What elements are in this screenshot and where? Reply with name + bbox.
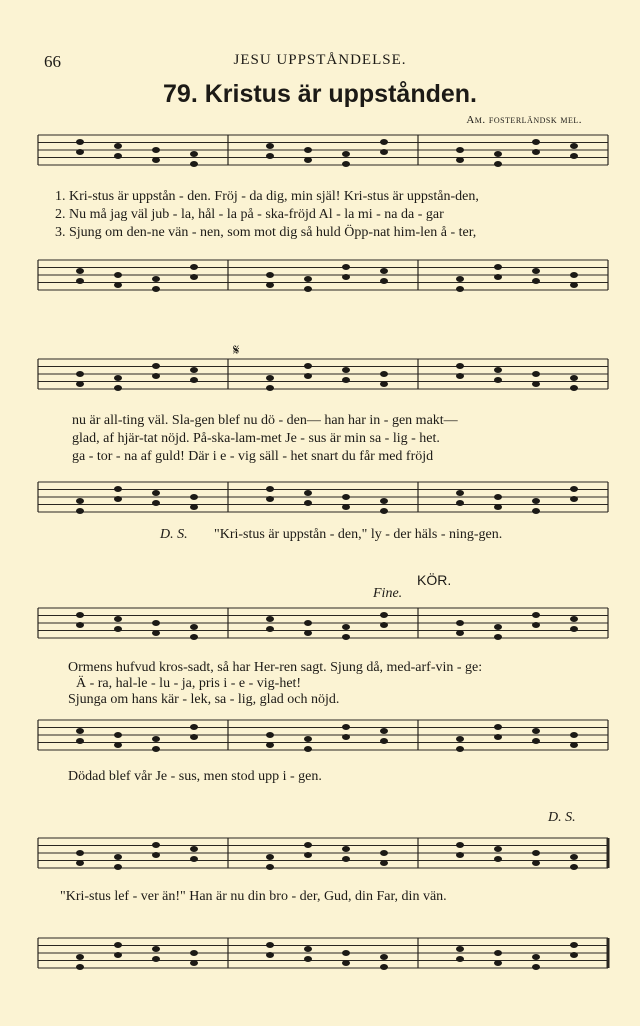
bass-lyric: Dödad blef vår Je - sus, men stod upp i - gen.	[68, 769, 322, 784]
note-head	[114, 952, 122, 958]
note-head	[380, 738, 388, 744]
note-head	[380, 278, 388, 284]
bass-staff	[38, 480, 608, 514]
note-head	[570, 942, 578, 948]
note-head	[76, 371, 84, 377]
tune-attribution: Am. fosterländsk mel.	[466, 114, 582, 126]
bass-staff	[38, 258, 608, 292]
note-head	[380, 612, 388, 618]
note-head	[152, 286, 160, 292]
note-head	[494, 724, 502, 730]
note-head	[76, 850, 84, 856]
note-head	[456, 842, 464, 848]
note-head	[114, 375, 122, 381]
note-head	[494, 377, 502, 383]
note-head	[266, 486, 274, 492]
running-header: JESU UPPSTÅNDELSE.	[233, 52, 407, 68]
chorus-label: KÖR.	[417, 572, 452, 588]
note-head	[456, 956, 464, 962]
note-head	[304, 276, 312, 282]
note-head	[114, 486, 122, 492]
note-head	[570, 272, 578, 278]
note-head	[304, 157, 312, 163]
note-head	[342, 846, 350, 852]
treble-staff	[38, 836, 608, 870]
note-head	[456, 157, 464, 163]
note-head	[456, 630, 464, 636]
note-head	[570, 496, 578, 502]
verse-line-3: ga - tor - na af guld! Där i e - vig säll - het snart du får med fröjd	[72, 449, 434, 464]
dal-segno-mark: D. S.	[548, 810, 576, 825]
note-head	[532, 738, 540, 744]
note-head	[76, 498, 84, 504]
note-head	[152, 620, 160, 626]
note-head	[456, 620, 464, 626]
staff-lines	[38, 936, 608, 970]
note-head	[494, 151, 502, 157]
note-head	[342, 624, 350, 630]
bass-lyric: "Kri-stus är uppstån - den," ly - der häls - ning-gen.	[214, 527, 503, 542]
note-head	[380, 371, 388, 377]
note-head	[570, 616, 578, 622]
note-head	[456, 286, 464, 292]
note-head	[114, 864, 122, 870]
verse-line-1: 1. Kri-stus är uppstån - den. Fröj - da dig, min själ! Kri-stus är uppstån-den,	[55, 189, 479, 204]
note-head	[342, 151, 350, 157]
note-head	[494, 494, 502, 500]
bass-staff	[38, 936, 608, 970]
note-head	[152, 276, 160, 282]
note-head	[494, 624, 502, 630]
note-head	[190, 367, 198, 373]
note-head	[456, 746, 464, 752]
note-head	[570, 952, 578, 958]
note-head	[266, 272, 274, 278]
note-head	[190, 504, 198, 510]
segno-sign: 𝄋	[233, 343, 240, 359]
note-head	[304, 620, 312, 626]
note-head	[532, 728, 540, 734]
note-head	[266, 375, 274, 381]
note-head	[304, 946, 312, 952]
note-head	[114, 272, 122, 278]
note-head	[532, 622, 540, 628]
staff-lines	[38, 718, 608, 752]
note-head	[342, 950, 350, 956]
note-head	[380, 860, 388, 866]
note-head	[532, 149, 540, 155]
dal-segno-mark: D. S.	[160, 527, 188, 542]
note-head	[266, 952, 274, 958]
staff-lines	[38, 133, 608, 167]
note-head	[152, 373, 160, 379]
treble-staff	[38, 357, 608, 391]
note-head	[570, 143, 578, 149]
note-head	[190, 624, 198, 630]
note-head	[532, 381, 540, 387]
note-head	[456, 736, 464, 742]
note-head	[190, 494, 198, 500]
note-head	[190, 960, 198, 966]
note-head	[304, 630, 312, 636]
note-head	[190, 634, 198, 640]
note-head	[266, 854, 274, 860]
note-head	[380, 964, 388, 970]
fine-mark: Fine.	[373, 586, 403, 601]
note-head	[114, 854, 122, 860]
note-head	[76, 149, 84, 155]
note-head	[76, 508, 84, 514]
note-head	[190, 724, 198, 730]
note-head	[532, 860, 540, 866]
note-head	[494, 950, 502, 956]
note-head	[494, 161, 502, 167]
note-head	[266, 626, 274, 632]
note-head	[114, 742, 122, 748]
note-head	[76, 139, 84, 145]
note-head	[266, 616, 274, 622]
note-head	[114, 496, 122, 502]
note-head	[380, 149, 388, 155]
note-head	[114, 732, 122, 738]
note-head	[570, 742, 578, 748]
note-head	[494, 960, 502, 966]
note-head	[494, 504, 502, 510]
verse-line-1: "Kri-stus lef - ver än!" Han är nu din bro - der, Gud, din Far, din vän.	[60, 889, 447, 904]
note-head	[532, 139, 540, 145]
note-head	[494, 367, 502, 373]
note-head	[190, 950, 198, 956]
note-head	[570, 626, 578, 632]
note-head	[494, 274, 502, 280]
note-head	[570, 864, 578, 870]
verse-line-1: Ormens hufvud kros-sadt, så har Her-ren sagt. Sjung då, med-arf-vin - ge:	[68, 660, 483, 675]
note-head	[380, 850, 388, 856]
note-head	[152, 363, 160, 369]
note-head	[152, 956, 160, 962]
note-head	[190, 151, 198, 157]
note-head	[190, 264, 198, 270]
note-head	[342, 264, 350, 270]
note-head	[304, 842, 312, 848]
note-head	[152, 500, 160, 506]
note-head	[152, 157, 160, 163]
note-head	[304, 373, 312, 379]
note-head	[266, 732, 274, 738]
staff-lines	[38, 606, 608, 640]
note-head	[114, 385, 122, 391]
note-head	[342, 494, 350, 500]
verse-line-1: nu är all-ting väl. Sla-gen blef nu dö - den— han har in - gen makt—	[72, 413, 458, 428]
note-head	[532, 964, 540, 970]
note-head	[532, 498, 540, 504]
note-head	[114, 942, 122, 948]
note-head	[266, 385, 274, 391]
note-head	[342, 161, 350, 167]
note-head	[456, 147, 464, 153]
note-head	[342, 274, 350, 280]
note-head	[114, 153, 122, 159]
note-head	[342, 634, 350, 640]
note-head	[190, 274, 198, 280]
note-head	[304, 363, 312, 369]
note-head	[494, 264, 502, 270]
note-head	[152, 842, 160, 848]
note-head	[266, 742, 274, 748]
note-head	[532, 268, 540, 274]
note-head	[76, 612, 84, 618]
note-head	[304, 147, 312, 153]
note-head	[494, 634, 502, 640]
page-number: 66	[44, 52, 61, 71]
note-head	[76, 622, 84, 628]
note-head	[76, 964, 84, 970]
note-head	[456, 490, 464, 496]
note-head	[456, 946, 464, 952]
note-head	[456, 363, 464, 369]
treble-staff	[38, 606, 608, 640]
note-head	[532, 850, 540, 856]
note-head	[456, 852, 464, 858]
note-head	[76, 738, 84, 744]
note-head	[190, 161, 198, 167]
note-head	[266, 282, 274, 288]
note-head	[456, 276, 464, 282]
note-head	[304, 286, 312, 292]
note-head	[76, 278, 84, 284]
note-head	[570, 732, 578, 738]
note-head	[532, 954, 540, 960]
note-head	[304, 490, 312, 496]
note-head	[152, 630, 160, 636]
note-head	[570, 153, 578, 159]
note-head	[304, 500, 312, 506]
note-head	[532, 612, 540, 618]
note-head	[380, 139, 388, 145]
note-head	[266, 864, 274, 870]
note-head	[532, 508, 540, 514]
note-head	[456, 373, 464, 379]
note-head	[494, 734, 502, 740]
staff-lines	[38, 836, 608, 870]
note-head	[152, 147, 160, 153]
note-head	[342, 724, 350, 730]
note-head	[380, 728, 388, 734]
note-head	[342, 856, 350, 862]
verse-line-3: Sjunga om hans kär - lek, sa - lig, glad och nöjd.	[68, 692, 340, 707]
bass-staff	[38, 718, 608, 752]
note-head	[152, 746, 160, 752]
note-head	[304, 736, 312, 742]
note-head	[76, 860, 84, 866]
note-head	[76, 381, 84, 387]
note-head	[76, 728, 84, 734]
note-head	[342, 734, 350, 740]
note-head	[570, 854, 578, 860]
staff-lines	[38, 480, 608, 514]
treble-staff	[38, 133, 608, 167]
note-head	[342, 377, 350, 383]
note-head	[304, 852, 312, 858]
note-head	[342, 504, 350, 510]
note-head	[380, 498, 388, 504]
hymn-title: 79. Kristus är uppstånden.	[163, 80, 477, 108]
note-head	[152, 852, 160, 858]
note-head	[114, 616, 122, 622]
note-head	[570, 282, 578, 288]
note-head	[342, 960, 350, 966]
verse-line-3: 3. Sjung om den-ne vän - nen, som mot dig så huld Öpp-nat him-len å - ter,	[55, 225, 477, 240]
note-head	[380, 622, 388, 628]
note-head	[114, 143, 122, 149]
note-head	[570, 385, 578, 391]
verse-line-2: 2. Nu må jag väl jub - la, hål - la på - ska-fröjd Al - la mi - na da - gar	[55, 207, 444, 222]
note-head	[570, 486, 578, 492]
note-head	[570, 375, 578, 381]
note-head	[532, 371, 540, 377]
note-head	[494, 846, 502, 852]
note-head	[456, 500, 464, 506]
note-head	[190, 846, 198, 852]
note-head	[190, 734, 198, 740]
note-head	[114, 282, 122, 288]
note-head	[532, 278, 540, 284]
note-head	[190, 856, 198, 862]
note-head	[380, 381, 388, 387]
note-head	[76, 954, 84, 960]
staff-lines	[38, 357, 608, 391]
note-head	[76, 268, 84, 274]
note-head	[152, 736, 160, 742]
note-head	[190, 377, 198, 383]
note-head	[304, 956, 312, 962]
note-head	[152, 490, 160, 496]
note-head	[266, 153, 274, 159]
note-head	[152, 946, 160, 952]
verse-line-2: Ä - ra, hal-le - lu - ja, pris i - e - vig-het!	[76, 676, 302, 691]
note-head	[342, 367, 350, 373]
staff-lines	[38, 258, 608, 292]
note-head	[494, 856, 502, 862]
note-head	[266, 942, 274, 948]
note-head	[304, 746, 312, 752]
note-head	[266, 496, 274, 502]
note-head	[380, 508, 388, 514]
note-head	[266, 143, 274, 149]
note-head	[114, 626, 122, 632]
note-head	[380, 954, 388, 960]
verse-line-2: glad, af hjär-tat nöjd. På-ska-lam-met Je - sus är min sa - lig - het.	[72, 431, 440, 446]
note-head	[380, 268, 388, 274]
